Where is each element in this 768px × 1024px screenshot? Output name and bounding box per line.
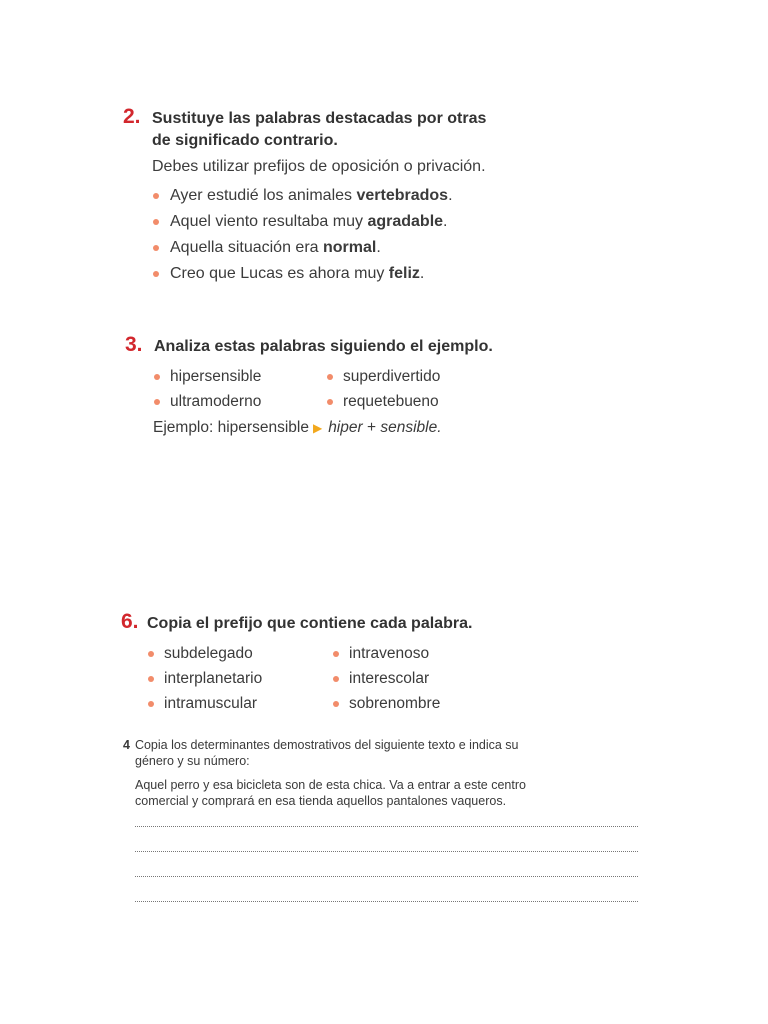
word: ultramoderno bbox=[170, 393, 262, 410]
word: intramuscular bbox=[164, 695, 258, 712]
example-prefix: hiper bbox=[328, 419, 363, 436]
sentence-end: . bbox=[448, 187, 453, 204]
question-text: Copia los determinantes demostrativos del siguiente texto e indica su bbox=[134, 738, 519, 752]
bullet-icon bbox=[327, 374, 333, 380]
exercise-2 bbox=[123, 105, 683, 287]
exercise-title: Copia el prefijo que contiene cada palabra. bbox=[147, 615, 473, 632]
answer-line[interactable] bbox=[135, 876, 638, 877]
exercise-question-line2: género y su número: bbox=[135, 754, 250, 768]
exercise-number: 4 bbox=[123, 738, 130, 752]
highlighted-word: normal bbox=[322, 239, 377, 256]
bullet-icon bbox=[148, 701, 154, 707]
exercise-text bbox=[135, 777, 643, 809]
bullet-icon bbox=[148, 651, 154, 657]
exercise-text-line: comercial y comprará en esa tienda aquellos pantalones vaqueros. bbox=[135, 794, 507, 808]
sentence-list bbox=[152, 183, 683, 287]
bullet-icon bbox=[154, 399, 160, 405]
exercise-number: 3. bbox=[125, 333, 143, 356]
exercise-number: 2. bbox=[123, 105, 141, 128]
sentence-end: . bbox=[376, 239, 381, 256]
answer-line[interactable] bbox=[135, 901, 638, 902]
word: sobrenombre bbox=[349, 695, 441, 712]
exercise-3-header bbox=[125, 333, 685, 358]
bullet-icon bbox=[148, 676, 154, 682]
bullet-icon bbox=[153, 193, 159, 199]
exercise-6-header bbox=[121, 610, 681, 635]
word: hipersensible bbox=[170, 368, 262, 385]
list-item bbox=[152, 209, 683, 235]
answer-line[interactable] bbox=[135, 826, 638, 827]
exercise-title: Analiza estas palabras siguiendo el ejemplo. bbox=[154, 338, 493, 355]
sentence-text: Creo que Lucas es ahora muy bbox=[170, 265, 389, 282]
list-item bbox=[326, 364, 506, 389]
list-item bbox=[332, 691, 512, 716]
sentence-text: Ayer estudié los animales bbox=[170, 187, 357, 204]
exercise-instructions: Debes utilizar prefijos de oposición o privación. bbox=[152, 158, 486, 175]
example-line bbox=[153, 419, 685, 437]
list-item bbox=[332, 666, 512, 691]
word-grid bbox=[153, 364, 685, 414]
exercise-2-header bbox=[123, 105, 683, 152]
example-root: sensible. bbox=[380, 419, 442, 436]
highlighted-word: feliz bbox=[388, 265, 420, 282]
highlighted-word: vertebrados bbox=[356, 187, 449, 204]
answer-line[interactable] bbox=[135, 851, 638, 852]
bullet-icon bbox=[333, 651, 339, 657]
word: interescolar bbox=[349, 670, 430, 687]
word-grid bbox=[147, 641, 681, 716]
list-item bbox=[152, 261, 683, 287]
exercise-title: Sustituye las palabras destacadas por otras bbox=[152, 110, 487, 127]
exercise-4 bbox=[123, 737, 643, 809]
list-item bbox=[153, 364, 326, 389]
list-item bbox=[152, 183, 683, 209]
list-item bbox=[147, 691, 332, 716]
bullet-icon bbox=[333, 701, 339, 707]
exercise-title-line2: de significado contrario. bbox=[152, 132, 338, 149]
bullet-icon bbox=[154, 374, 160, 380]
word: intravenoso bbox=[349, 645, 430, 662]
exercise-3 bbox=[125, 333, 685, 437]
exercise-question bbox=[123, 737, 643, 753]
list-item bbox=[152, 235, 683, 261]
sentence-text: Aquella situación era bbox=[170, 239, 323, 256]
highlighted-word: agradable bbox=[367, 213, 444, 230]
word: interplanetario bbox=[164, 670, 263, 687]
word: superdivertido bbox=[343, 368, 441, 385]
bullet-icon bbox=[153, 271, 159, 277]
list-item bbox=[326, 389, 506, 414]
word: subdelegado bbox=[164, 645, 253, 662]
list-item bbox=[147, 641, 332, 666]
list-item bbox=[153, 389, 326, 414]
exercise-6 bbox=[121, 610, 681, 716]
sentence-end: . bbox=[443, 213, 448, 230]
arrow-right-icon: ▶ bbox=[312, 421, 323, 435]
bullet-icon bbox=[153, 245, 159, 251]
exercise-text-line: Aquel perro y esa bicicleta son de esta chica. Va a entrar a este centro bbox=[135, 778, 526, 792]
sentence-end: . bbox=[419, 265, 425, 282]
example-label: Ejemplo: hipersensible bbox=[153, 419, 309, 436]
bullet-icon bbox=[327, 399, 333, 405]
sentence-text: Aquel viento resultaba muy bbox=[170, 213, 368, 230]
plus-sign: + bbox=[366, 419, 377, 436]
exercise-number: 6. bbox=[121, 610, 139, 633]
list-item bbox=[332, 641, 512, 666]
bullet-icon bbox=[333, 676, 339, 682]
list-item bbox=[147, 666, 332, 691]
bullet-icon bbox=[153, 219, 159, 225]
word: requetebueno bbox=[343, 393, 439, 410]
